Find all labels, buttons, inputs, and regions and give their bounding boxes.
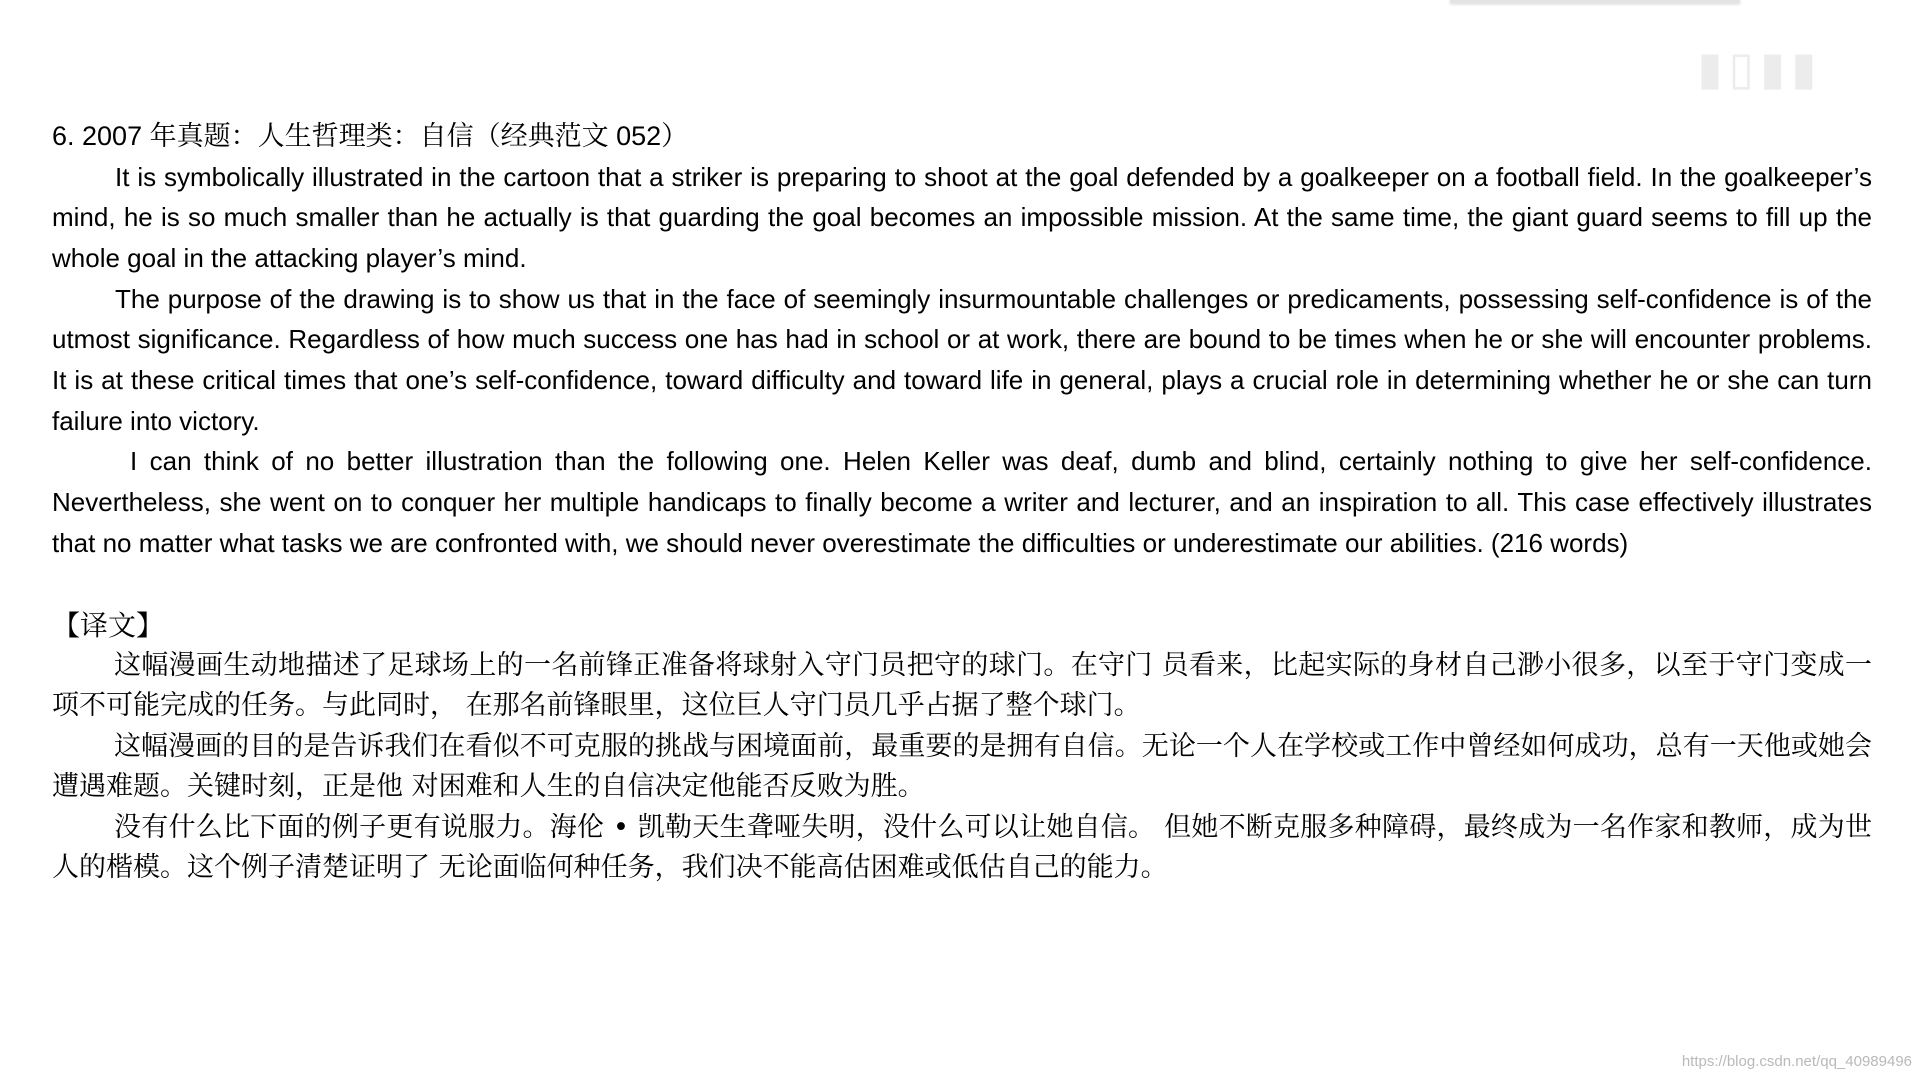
section-spacer — [52, 564, 1872, 606]
translation-heading: 【译文】 — [52, 608, 165, 642]
document-body — [52, 116, 1872, 889]
chinese-paragraph-1: 这幅漫画生动地描述了足球场上的一名前锋正准备将球射入守门员把守的球门。在守门 员看来，比起实际的身材自己渺小很多，以至于守门变成一项不可能完成的任务。与此同时， 在那名前锋眼里，这位巨人守门员几乎占据了整个球门。 — [52, 649, 1872, 722]
top-edge-bar — [1450, 0, 1740, 3]
faded-logo-mark: ▮▯▮▮ — [1697, 41, 1823, 95]
english-paragraph-1: It is symbolically illustrated in the cartoon that a striker is preparing to shoot at the goal defended by a goalkeeper on a football field. In the goalkeeper’s mind, he is so much smaller than he actually is that guarding the goal becomes an impossible mission. At the same time, the giant guard seems to fill up the whole goal in the attacking player’s mind. — [52, 161, 1872, 273]
chinese-paragraph-2: 这幅漫画的目的是告诉我们在看似不可克服的挑战与困境面前，最重要的是拥有自信。无论一个人在学校或工作中曾经如何成功，总有一天他或她会遭遇难题。关键时刻，正是他 对困难和人生的自信决定他能否反败为胜。 — [52, 730, 1872, 803]
document-title: 6. 2007 年真题：人生哲理类：自信（经典范文 052） — [52, 121, 689, 151]
source-watermark: https://blog.csdn.net/qq_40989496 — [1681, 1053, 1912, 1070]
chinese-paragraph-3: 没有什么比下面的例子更有说服力。海伦 • 凯勒天生聋哑失明，没什么可以让她自信。 但她不断克服多种障碍，最终成为一名作家和教师，成为世人的楷模。这个例子清楚证明了 无论面临何种任务，我们决不能高估困难或低估自己的能力。 — [52, 811, 1872, 884]
english-paragraph-3: I can think of no better illustration than the following one. Helen Keller was deaf, dumb and blind, certainly nothing to give her self-confidence. Nevertheless, she went on to conquer her multiple handicaps to finally become a writer and lecturer, and an inspiration to all. This case effectively illustrates that no matter what tasks we are confronted with, we should never overestimate the difficulties or underestimate our abilities. (216 words) — [52, 446, 1872, 558]
english-paragraph-2: The purpose of the drawing is to show us that in the face of seemingly insurmountable challenges or predicaments, possessing self-confidence is of the utmost significance. Regardless of how much success one has had in school or at work, there are bound to be times when he or she will encounter problems. It is at these critical times that one’s self-confidence, toward difficulty and toward life in general, plays a crucial role in determining whether he or she can turn failure into victory. — [52, 283, 1872, 436]
